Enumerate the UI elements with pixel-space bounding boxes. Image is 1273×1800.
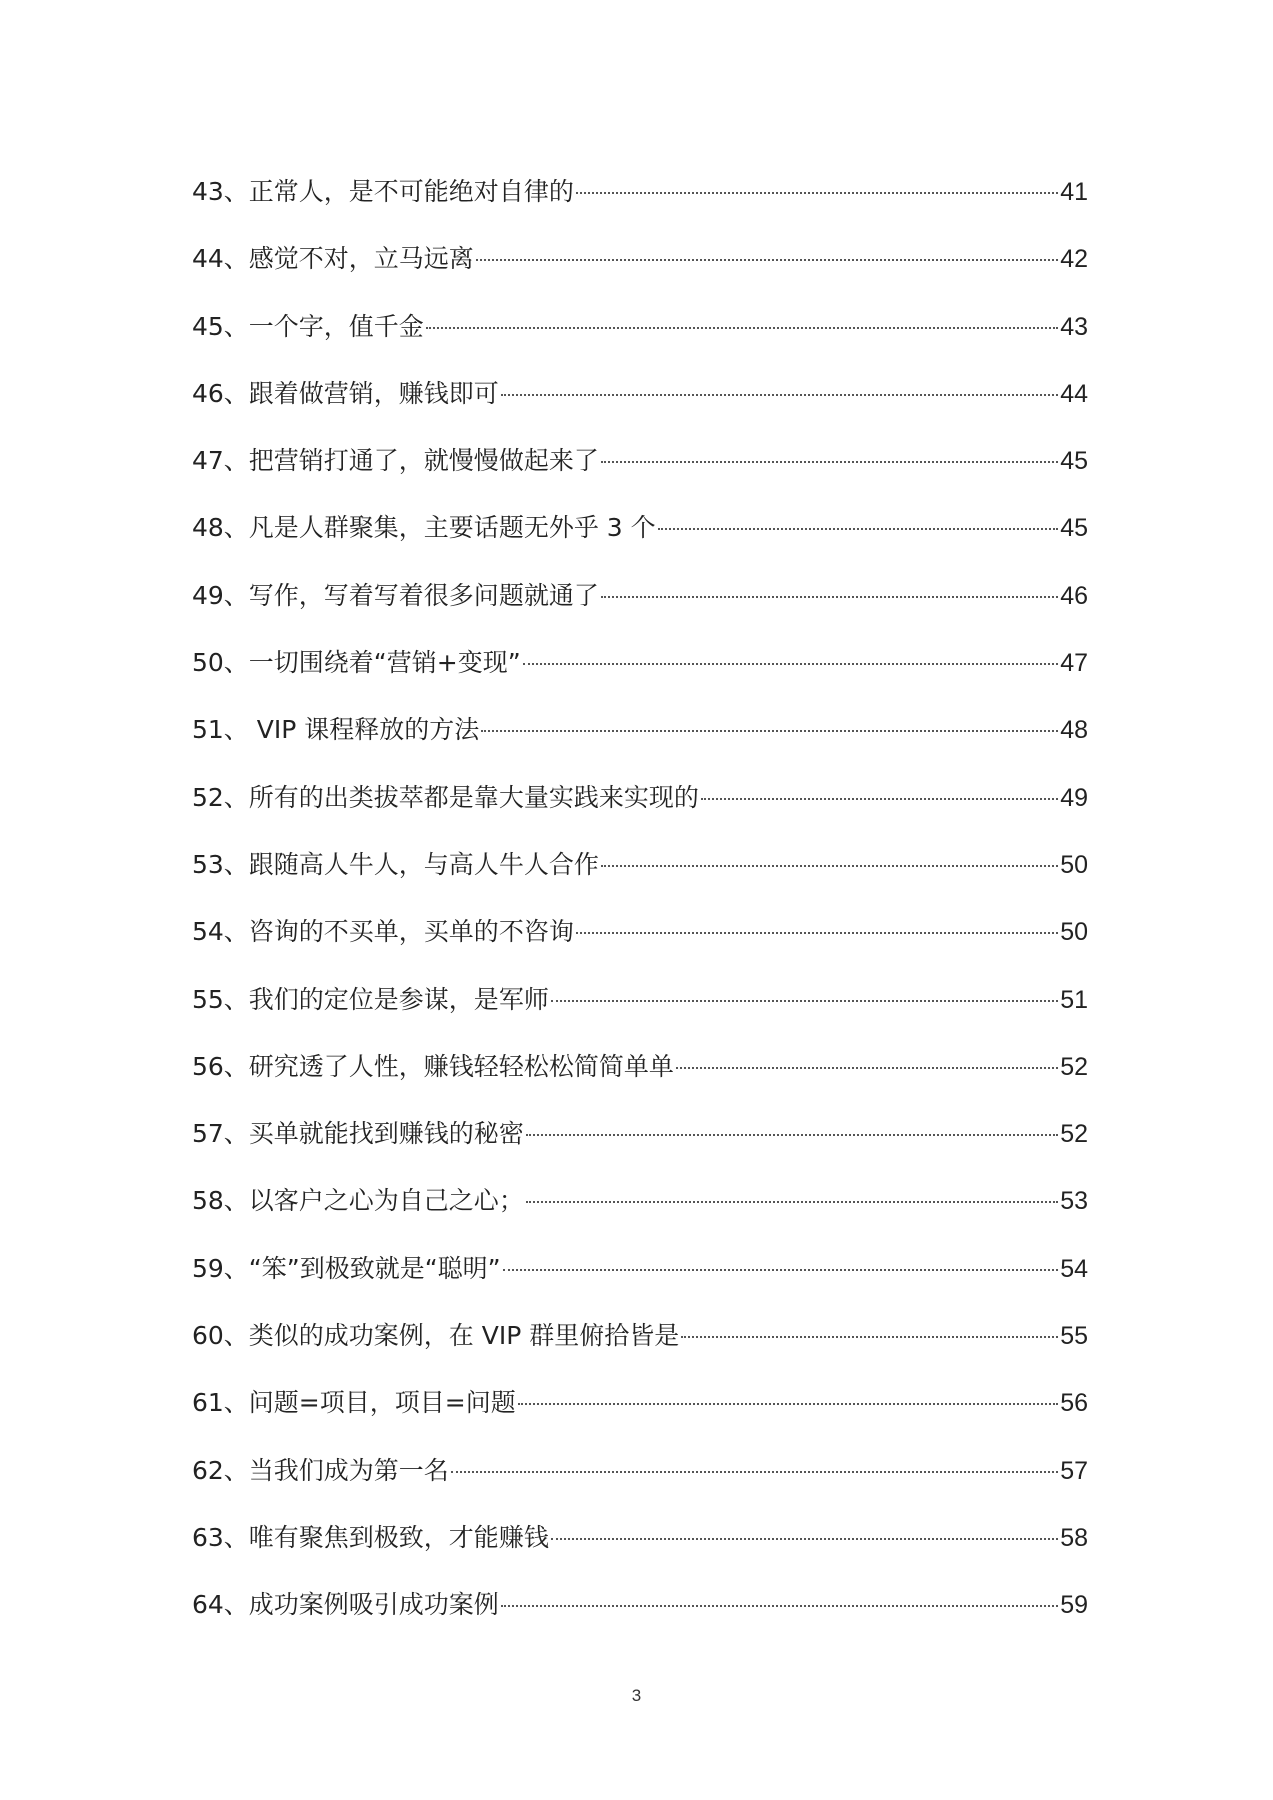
toc-dot-leader xyxy=(576,192,1058,194)
toc-entry-page: 46 xyxy=(1060,581,1088,610)
toc-dot-leader xyxy=(576,932,1058,934)
toc-dot-leader xyxy=(601,461,1058,463)
toc-entry-page: 45 xyxy=(1060,447,1088,476)
toc-entry-page: 58 xyxy=(1060,1523,1088,1552)
toc-entry-title: 51、 VIP 课程释放的方法 xyxy=(192,715,480,745)
toc-entry[interactable] xyxy=(192,1437,1088,1504)
toc-entry[interactable] xyxy=(192,225,1088,292)
toc-entry-title: 50、一切围绕着“营销+变现” xyxy=(192,648,521,678)
toc-dot-leader xyxy=(426,327,1058,329)
toc-entry-title: 52、所有的出类拔萃都是靠大量实践来实现的 xyxy=(192,782,699,812)
toc-dot-leader xyxy=(501,394,1058,396)
toc-entry-title: 57、买单就能找到赚钱的秘密 xyxy=(192,1119,524,1149)
toc-entry-page: 55 xyxy=(1060,1322,1088,1351)
toc-dot-leader xyxy=(551,1538,1058,1540)
toc-entry[interactable] xyxy=(192,1167,1088,1234)
page-number: 3 xyxy=(631,1686,642,1705)
toc-entry-title: 62、当我们成为第一名 xyxy=(192,1455,449,1485)
toc-entry[interactable] xyxy=(192,293,1088,360)
toc-entry-page: 56 xyxy=(1060,1389,1088,1418)
toc-entry-title: 59、“笨”到极致就是“聪明” xyxy=(192,1253,501,1283)
toc-entry-page: 52 xyxy=(1060,1052,1088,1081)
toc-entry-page: 50 xyxy=(1060,918,1088,947)
toc-entry-page: 54 xyxy=(1060,1254,1088,1283)
toc-entry-title: 45、一个字，值千金 xyxy=(192,311,424,341)
toc-entry-title: 56、研究透了人性，赚钱轻轻松松简简单单 xyxy=(192,1051,674,1081)
toc-entry-title: 60、类似的成功案例，在 VIP 群里俯拾皆是 xyxy=(192,1321,680,1351)
toc-entry-page: 57 xyxy=(1060,1456,1088,1485)
toc-entry-title: 64、成功案例吸引成功案例 xyxy=(192,1590,499,1620)
toc-entry-title: 49、写作，写着写着很多问题就通了 xyxy=(192,580,599,610)
toc-entry[interactable] xyxy=(192,1033,1088,1100)
toc-entry-page: 52 xyxy=(1060,1120,1088,1149)
toc-entry-page: 47 xyxy=(1060,649,1088,678)
toc-dot-leader xyxy=(523,663,1059,665)
toc-dot-leader xyxy=(601,596,1058,598)
toc-entry-page: 51 xyxy=(1060,985,1088,1014)
toc-entry-title: 54、咨询的不买单，买单的不咨询 xyxy=(192,917,574,947)
toc-entry[interactable] xyxy=(192,1235,1088,1302)
toc-entry-page: 45 xyxy=(1060,514,1088,543)
toc-entry[interactable] xyxy=(192,494,1088,561)
toc-entry-page: 50 xyxy=(1060,850,1088,879)
toc-entry[interactable] xyxy=(192,629,1088,696)
toc-entry[interactable] xyxy=(192,1302,1088,1369)
toc-dot-leader xyxy=(658,528,1059,530)
toc-entry[interactable] xyxy=(192,1504,1088,1571)
toc-entry[interactable] xyxy=(192,158,1088,225)
toc-dot-leader xyxy=(526,1134,1058,1136)
toc-entry-title: 47、把营销打通了，就慢慢做起来了 xyxy=(192,446,599,476)
toc-dot-leader xyxy=(451,1471,1058,1473)
table-of-contents xyxy=(192,158,1088,1639)
toc-entry-title: 48、凡是人群聚集，主要话题无外乎 3 个 xyxy=(192,513,656,543)
toc-entry-title: 63、唯有聚焦到极致，才能赚钱 xyxy=(192,1522,549,1552)
toc-entry-title: 46、跟着做营销，赚钱即可 xyxy=(192,378,499,408)
toc-entry[interactable] xyxy=(192,831,1088,898)
toc-entry-page: 43 xyxy=(1060,312,1088,341)
toc-entry-title: 44、感觉不对，立马远离 xyxy=(192,244,474,274)
toc-entry-title: 43、正常人，是不可能绝对自律的 xyxy=(192,177,574,206)
toc-entry-page: 53 xyxy=(1060,1187,1088,1216)
toc-dot-leader xyxy=(526,1201,1058,1203)
toc-dot-leader xyxy=(701,798,1058,800)
toc-entry[interactable] xyxy=(192,360,1088,427)
toc-entry[interactable] xyxy=(192,696,1088,763)
toc-dot-leader xyxy=(551,1000,1058,1002)
toc-entry-page: 44 xyxy=(1060,379,1088,408)
toc-entry-title: 58、以客户之心为自己之心； xyxy=(192,1186,524,1216)
toc-dot-leader xyxy=(481,730,1058,732)
toc-entry-page: 41 xyxy=(1060,178,1088,206)
toc-entry[interactable] xyxy=(192,1100,1088,1167)
toc-entry[interactable] xyxy=(192,427,1088,494)
toc-entry[interactable] xyxy=(192,898,1088,965)
toc-entry-page: 42 xyxy=(1060,245,1088,274)
toc-entry-title: 55、我们的定位是参谋，是军师 xyxy=(192,984,549,1014)
toc-entry-page: 48 xyxy=(1060,716,1088,745)
toc-entry[interactable] xyxy=(192,1369,1088,1436)
toc-dot-leader xyxy=(518,1403,1058,1405)
toc-entry-page: 59 xyxy=(1060,1591,1088,1620)
toc-dot-leader xyxy=(501,1605,1058,1607)
toc-entry[interactable] xyxy=(192,1571,1088,1638)
toc-entry-title: 61、问题=项目，项目=问题 xyxy=(192,1388,516,1418)
toc-dot-leader xyxy=(681,1336,1058,1338)
toc-entry-title: 53、跟随高人牛人，与高人牛人合作 xyxy=(192,849,599,879)
toc-entry[interactable] xyxy=(192,764,1088,831)
toc-dot-leader xyxy=(601,865,1058,867)
toc-dot-leader xyxy=(676,1067,1058,1069)
toc-dot-leader xyxy=(476,259,1058,261)
toc-dot-leader xyxy=(503,1269,1059,1271)
toc-entry[interactable] xyxy=(192,966,1088,1033)
toc-entry[interactable] xyxy=(192,562,1088,629)
toc-entry-page: 49 xyxy=(1060,783,1088,812)
